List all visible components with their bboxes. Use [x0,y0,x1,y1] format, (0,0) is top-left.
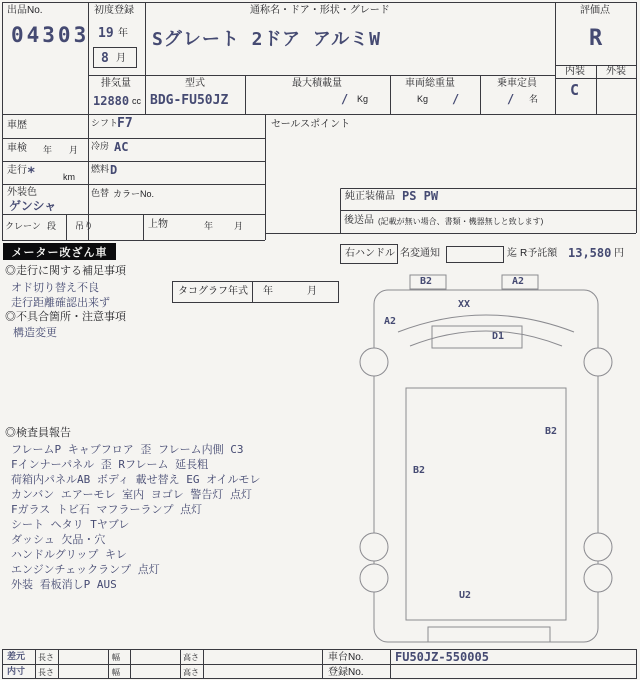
inspector-line: ハンドルグリップ キレ [11,548,127,561]
gross-weight-unit: Kg [417,94,429,104]
exterior-label: 外装 [606,66,626,77]
mileage-label: 走行 [7,165,27,176]
capacity-slash: / [507,92,515,106]
shift-value: F7 [117,116,133,131]
diagram-mark: A2 [512,276,525,287]
sales-point-label: セールスポイント [271,119,351,130]
crane-label: クレーン [5,221,41,231]
later-shipment-label: 後送品 [344,215,374,226]
inspector-report-title: ◎検査員報告 [5,427,71,439]
score-label: 評価点 [580,5,610,16]
displacement-value: 12880 [93,94,130,108]
cab-front-panel [432,326,522,348]
defect-notes-title: ◎不具合箇所・注意事項 [5,311,126,323]
first-registration-label: 初度登録 [94,5,134,16]
exterior-color-label: 外装色 [7,187,37,198]
mileage-unit: km [63,172,75,182]
length-label: 長さ [38,668,54,677]
crane-step-label: 段 [47,221,57,231]
inspector-line: Fガラス トビ石 マフラーランプ 点灯 [11,503,203,516]
name-change-label: 名変通知 [400,248,440,259]
max-load-slash: / [341,92,349,106]
mileage-notes-title: ◎走行に関する補足事項 [5,265,126,277]
width-label: 幅 [112,668,120,677]
chassis-no-label: 車台No. [328,652,364,663]
history-label: 車歴 [7,120,27,131]
gross-weight-slash: / [452,92,460,106]
fuel-label: 燃料 [91,164,110,174]
mileage-value: * [27,165,36,181]
rear-bumper [428,627,550,642]
inspector-line: Fインナーパネル 歪 Rフレーム 延長粗 [11,458,209,471]
gross-weight-label: 車両総重量 [405,78,455,89]
tachograph-month-unit: 月 [307,286,317,297]
vehicle-title-value: Sグレート 2ドア アルミW [152,29,381,50]
body-month-unit: 月 [234,221,244,231]
equipment-label: 純正装備品 [345,191,395,202]
year-unit: 年 [118,28,128,39]
max-load-unit: Kg [357,94,369,104]
diagram-mark: D1 [492,331,505,342]
capacity-label: 乗車定員 [497,78,537,89]
yen-label: 円 [614,248,624,259]
later-shipment-note: (記載が無い場合、書類・機器無しと致します) [378,217,544,226]
inspector-line: シート ヘタリ Tヤブレ [11,518,130,531]
body-equipment-label: 上物 [148,219,168,230]
first-registration-month: 8 [101,51,109,66]
interior-label: 内装 [565,66,585,77]
meter-tampering-badge: メーター改ざん車 [3,243,116,260]
diagram-mark: B2 [545,426,558,437]
crane-hang-label: 吊り [75,221,94,231]
diagram-mark: U2 [459,590,472,601]
equipment-value: PS PW [402,189,439,203]
registration-no-label: 登録No. [328,667,364,678]
mileage-note-line: オド切り替え不良 [11,281,99,294]
lot-no-label: 出品No. [7,5,43,16]
vehicle-title-label: 通称名・ドア・形状・グレード [250,5,390,16]
body-year-unit: 年 [204,221,214,231]
cargo-bed [406,388,566,620]
tachograph-year-unit: 年 [263,286,273,297]
first-registration-year: 19 [98,26,114,41]
inspection-label: 車検 [7,143,27,154]
inspector-line: 外装 看板消しP AUS [11,578,117,591]
displacement-unit: cc [132,96,141,106]
height-label: 高さ [183,653,199,662]
inspector-line: ダッシュ 欠品・穴 [11,533,106,546]
color-no-label: カラーNo. [113,189,155,199]
outer-dim-label: 差元 [7,652,26,662]
height-label: 高さ [183,668,199,677]
max-load-label: 最大積載量 [292,78,342,89]
defect-note-line: 構造変更 [13,326,57,339]
model-label: 型式 [185,78,205,89]
chassis-no-value: FU50JZ-550005 [395,650,489,664]
score-value: R [589,26,603,51]
shift-label: シフト [91,118,119,128]
inspector-line: エンジンチェックランプ 点灯 [11,563,160,576]
inspector-line: 荷箱内パネルAB ボディ 載せ替え EG オイルモレ [11,473,261,486]
diagram-mark: XX [458,299,471,310]
handle-label: 右ハンドル [345,248,395,259]
capacity-unit: 名 [529,94,539,104]
mileage-note-line: 走行距離確認出来ず [11,296,110,309]
diagram-mark: B2 [420,276,433,287]
recolor-label: 色替 [91,188,110,198]
length-label: 長さ [38,653,54,662]
truck-wheels [360,348,612,592]
ac-value: AC [114,140,129,154]
deposit-label: R予託額 [520,248,558,259]
displacement-label: 排気量 [101,78,131,89]
model-code-value: BDG-FU50JZ [150,93,229,108]
inspector-line: フレームP キャブフロア 歪 フレーム内側 C3 [11,443,244,456]
truck-outline [374,275,598,642]
diagram-mark: B2 [413,465,426,476]
truck-body [374,290,598,642]
inner-dim-label: 内寸 [7,667,26,677]
inspection-month-unit: 月 [69,145,79,155]
fuel-value: D [110,163,118,177]
diagram-mark: A2 [384,316,397,327]
exterior-color-value: ゲンシャ [9,199,57,213]
month-unit: 月 [116,53,126,64]
tachograph-label: タコグラフ年式 [178,286,248,297]
deposit-value: 13,580 [568,246,612,260]
interior-score: C [570,81,580,99]
windshield-top [398,315,574,332]
width-label: 幅 [112,653,120,662]
inspection-year-unit: 年 [43,145,53,155]
ac-label: 冷房 [91,141,110,151]
inspector-line: カンバン エアーモレ 室内 ヨゴレ 警告灯 点灯 [11,488,253,501]
lot-no-value: 04303 [11,23,90,47]
until-label: 迄 [507,248,517,259]
windshield-bottom [410,331,562,346]
